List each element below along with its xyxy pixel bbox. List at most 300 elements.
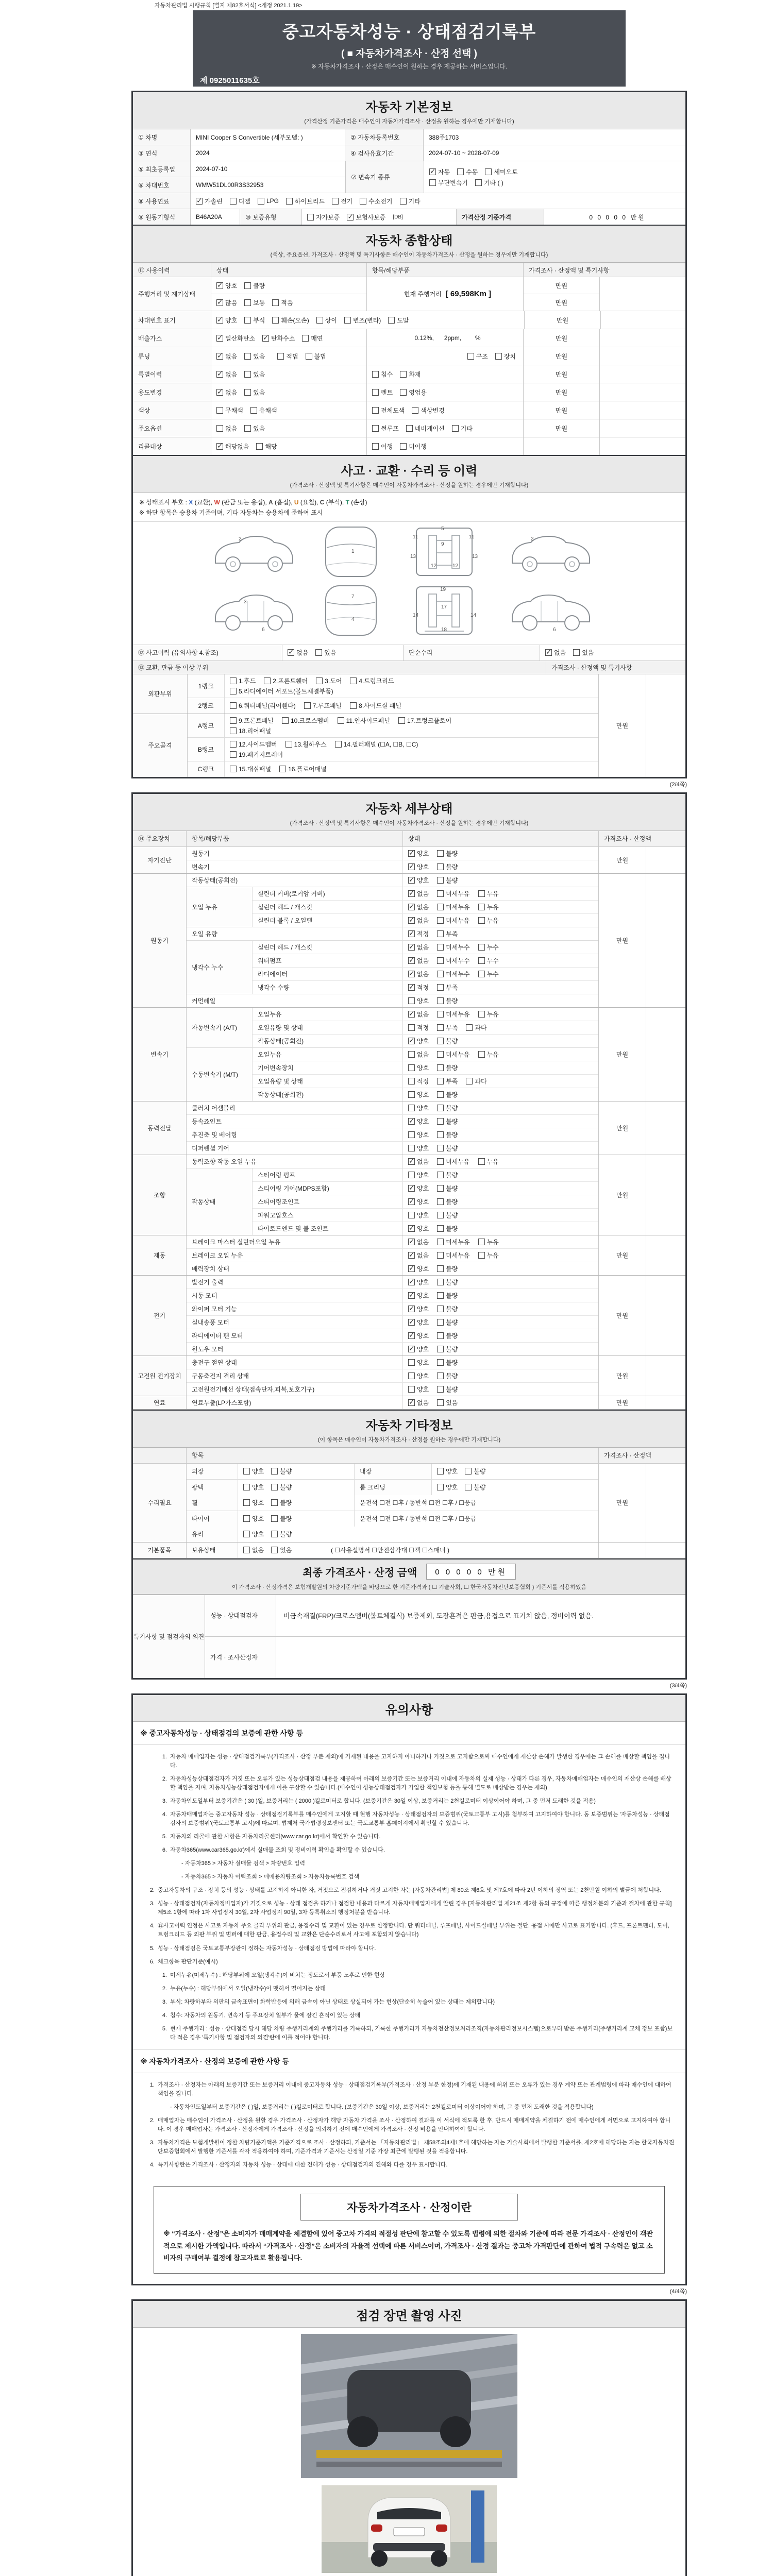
checkbox[interactable] xyxy=(408,1198,415,1205)
checkbox[interactable] xyxy=(264,677,271,684)
checkbox-option xyxy=(372,388,393,397)
checkbox[interactable] xyxy=(408,1319,415,1326)
checkbox[interactable] xyxy=(408,1239,415,1245)
checkbox[interactable] xyxy=(408,863,415,870)
option-label: 수동 xyxy=(466,168,478,176)
checkbox[interactable] xyxy=(408,1279,415,1285)
checkbox-option xyxy=(315,648,336,657)
checkbox[interactable] xyxy=(437,1484,444,1490)
checkbox[interactable] xyxy=(408,1185,415,1192)
column-label: 가격조사 · 산정액 xyxy=(604,835,651,843)
checkbox[interactable] xyxy=(437,1131,444,1138)
checkbox[interactable] xyxy=(437,917,444,924)
checkbox[interactable] xyxy=(437,850,444,857)
checkbox[interactable] xyxy=(437,1239,444,1245)
item-label: 오일 유량 xyxy=(192,930,217,938)
checkbox[interactable] xyxy=(465,1484,472,1490)
checkbox[interactable] xyxy=(408,1399,415,1406)
checkbox-option xyxy=(466,1023,486,1032)
item-label: 배력장치 상태 xyxy=(192,1265,229,1273)
checkbox-option xyxy=(437,889,469,898)
checkbox[interactable] xyxy=(408,957,415,964)
item-label: 오일누유 xyxy=(258,1010,282,1018)
option-label: 양호 xyxy=(417,1265,429,1273)
checkbox[interactable] xyxy=(437,944,444,951)
checkbox[interactable] xyxy=(307,214,314,221)
price-unit: 만원 xyxy=(524,419,600,437)
checkbox-option xyxy=(408,1371,429,1380)
checkbox[interactable] xyxy=(437,1172,444,1178)
option-label: 10.크로스멤버 xyxy=(290,717,329,724)
checkbox[interactable] xyxy=(272,299,279,306)
checkbox-option xyxy=(332,197,352,206)
checkbox[interactable] xyxy=(408,1346,415,1352)
status-code-desc: (흠집), xyxy=(273,499,294,506)
checkbox[interactable] xyxy=(437,1252,444,1259)
checkbox[interactable] xyxy=(408,1118,415,1125)
checkbox-option xyxy=(216,424,237,433)
checkbox-option xyxy=(230,197,250,206)
checkbox[interactable] xyxy=(408,1359,415,1366)
checkbox[interactable] xyxy=(250,407,257,414)
checkbox-option xyxy=(408,1238,429,1246)
checkbox[interactable] xyxy=(408,904,415,910)
usage-change-options xyxy=(211,383,367,401)
checkbox[interactable] xyxy=(230,727,237,734)
special-note-cell xyxy=(601,311,685,329)
checkbox[interactable] xyxy=(288,649,294,656)
option-label: 무단변속기 xyxy=(438,179,468,187)
checkbox[interactable] xyxy=(335,741,342,748)
checkbox[interactable] xyxy=(437,971,444,977)
checkbox[interactable] xyxy=(230,766,237,772)
checkbox[interactable] xyxy=(216,335,223,342)
checkbox[interactable] xyxy=(196,198,203,205)
option-label: 구조 xyxy=(476,352,488,360)
checkbox[interactable] xyxy=(216,282,223,289)
checkbox[interactable] xyxy=(408,1038,415,1044)
checkbox-option xyxy=(437,1144,458,1153)
checkbox-option xyxy=(437,929,458,938)
checkbox[interactable] xyxy=(408,1172,415,1178)
checkbox[interactable] xyxy=(244,299,251,306)
table-row xyxy=(133,311,685,329)
item-label: 동력조향 작동 오일 누유 xyxy=(192,1158,257,1165)
checkbox[interactable] xyxy=(216,371,223,378)
checkbox[interactable] xyxy=(408,1372,415,1379)
checkbox[interactable] xyxy=(408,1105,415,1111)
option-label: 양호 xyxy=(252,1468,264,1476)
checkbox[interactable] xyxy=(437,1038,444,1044)
checkbox[interactable] xyxy=(316,677,323,684)
notices-list-2 xyxy=(133,2073,685,2177)
special-note-cell xyxy=(600,383,685,401)
checkbox[interactable] xyxy=(437,1372,444,1379)
checkbox[interactable] xyxy=(302,335,309,342)
item-label: 보유상태 xyxy=(187,1543,238,1558)
checkbox[interactable] xyxy=(467,353,474,360)
checkbox[interactable] xyxy=(400,443,407,450)
checkbox[interactable] xyxy=(243,1499,250,1506)
checkbox-option xyxy=(230,687,333,696)
checkbox[interactable] xyxy=(286,198,293,205)
checkbox-option xyxy=(429,167,450,176)
checkbox[interactable] xyxy=(437,1105,444,1111)
checkbox[interactable] xyxy=(437,1399,444,1406)
checkbox-option xyxy=(408,1144,429,1153)
option-label: 전기 xyxy=(340,197,353,205)
checkbox[interactable] xyxy=(478,1051,485,1058)
checkbox[interactable] xyxy=(262,335,269,342)
checkbox[interactable] xyxy=(271,1484,278,1490)
document-number: 제 0925011635호 xyxy=(200,76,260,85)
checkbox[interactable] xyxy=(437,1265,444,1272)
checkbox[interactable] xyxy=(244,389,251,396)
checkbox[interactable] xyxy=(398,717,405,724)
checkbox[interactable] xyxy=(478,917,485,924)
checkbox[interactable] xyxy=(216,317,223,324)
checkbox[interactable] xyxy=(400,198,407,205)
checkbox[interactable] xyxy=(347,214,354,221)
checkbox[interactable] xyxy=(315,649,322,656)
checkbox[interactable] xyxy=(466,1078,473,1084)
checkbox-option xyxy=(573,648,594,657)
checkbox[interactable] xyxy=(475,179,482,186)
car-name-value: MINI Cooper S Convertible (세부모델: ) xyxy=(191,129,345,145)
checkbox[interactable] xyxy=(437,1158,444,1165)
checkbox[interactable] xyxy=(372,389,379,396)
option-label: 장치 xyxy=(503,352,516,360)
checkbox[interactable] xyxy=(452,425,459,432)
checkbox[interactable] xyxy=(437,1051,444,1058)
option-label: 전체도색 xyxy=(381,406,405,414)
checkbox[interactable] xyxy=(408,1386,415,1393)
checkbox[interactable] xyxy=(408,1252,415,1259)
option-label: 불량 xyxy=(446,876,458,884)
checkbox[interactable] xyxy=(244,317,251,324)
checkbox[interactable] xyxy=(545,649,552,656)
checkbox[interactable] xyxy=(437,1185,444,1192)
checkbox[interactable] xyxy=(573,649,580,656)
basic-info-table xyxy=(133,129,685,225)
checkbox[interactable] xyxy=(400,389,407,396)
checkbox[interactable] xyxy=(408,971,415,977)
checkbox[interactable] xyxy=(271,1499,278,1506)
checkbox[interactable] xyxy=(478,1158,485,1165)
checkbox[interactable] xyxy=(360,198,366,205)
checkbox[interactable] xyxy=(350,702,357,709)
checkbox-option xyxy=(347,213,385,222)
checkbox[interactable] xyxy=(437,863,444,870)
checkbox-option xyxy=(437,1104,458,1112)
checkbox[interactable] xyxy=(408,944,415,951)
checkbox-option xyxy=(437,1090,458,1099)
checkbox[interactable] xyxy=(408,917,415,924)
checkbox[interactable] xyxy=(437,1198,444,1205)
checkbox[interactable] xyxy=(408,850,415,857)
option-label: 색상변경 xyxy=(421,406,445,414)
option-label: 없음 xyxy=(225,370,238,378)
diagram-part-number: 14 xyxy=(413,612,419,618)
checkbox[interactable] xyxy=(243,1547,250,1553)
checkbox[interactable] xyxy=(216,407,223,414)
model-year-value: 2024 xyxy=(191,145,345,161)
checkbox-option xyxy=(408,916,429,925)
checkbox[interactable] xyxy=(437,1011,444,1018)
checkbox[interactable] xyxy=(437,1078,444,1084)
checkbox[interactable] xyxy=(437,1292,444,1299)
checkbox[interactable] xyxy=(437,1279,444,1285)
checkbox[interactable] xyxy=(388,317,395,324)
section-title: 자동차 종합상태 xyxy=(365,234,453,248)
checkbox[interactable] xyxy=(408,1265,415,1272)
checkbox-option xyxy=(437,1037,458,1045)
device-group xyxy=(133,1008,685,1101)
section-note: (가격산정 기준가격은 매수인이 자동차가격조사 · 산정을 원하는 경우에만 기재합니다) xyxy=(304,118,514,125)
column-label: 항목/해당부품 xyxy=(187,831,403,846)
rank-group-label: 외판부위 xyxy=(133,674,188,714)
checkbox-option xyxy=(272,298,293,307)
section-title: 점검 장면 촬영 사진 xyxy=(356,2309,462,2324)
checkbox[interactable] xyxy=(437,1306,444,1312)
checkbox[interactable] xyxy=(437,1064,444,1071)
notice-text: - 자동차365 > 자동차 이력조회 > 매매용차량조회 > 자동차등록번호 검색 xyxy=(181,1874,360,1880)
option-label: 미이행 xyxy=(409,443,427,450)
recall-options xyxy=(211,437,367,455)
checkbox[interactable] xyxy=(243,1468,250,1475)
checkbox[interactable] xyxy=(230,688,237,694)
option-label: 없음 xyxy=(554,649,566,657)
checkbox[interactable] xyxy=(406,425,413,432)
checkbox[interactable] xyxy=(271,1468,278,1475)
checkbox-option xyxy=(408,1251,429,1260)
checkbox[interactable] xyxy=(372,371,379,378)
notice-text: 특기사항란은 가격조사 · 산정자의 자동차 성능 · 상태에 대한 견해가 성능 · 상태점검자의 견해와 다를 경우 표시합니다. xyxy=(158,2162,448,2168)
checkbox[interactable] xyxy=(230,751,237,758)
checkbox[interactable] xyxy=(408,1158,415,1165)
inspection-photo-underbody xyxy=(301,2334,517,2478)
option-label: 누유 xyxy=(486,1158,499,1165)
option-label: 기타 ( ) xyxy=(483,179,503,187)
option-label: 양호 xyxy=(417,1117,429,1125)
device-group xyxy=(133,1155,685,1235)
checkbox[interactable] xyxy=(285,741,292,748)
checkbox[interactable] xyxy=(400,371,407,378)
row-label: 특별이력 xyxy=(133,365,211,383)
option-label: 양호 xyxy=(252,1499,264,1507)
device-group xyxy=(133,1276,685,1356)
checkbox-option xyxy=(475,178,503,187)
device-category: 변속기 xyxy=(133,1008,187,1101)
other-column-header xyxy=(133,1448,685,1464)
checkbox[interactable] xyxy=(344,317,351,324)
item-label: 추진축 및 베어링 xyxy=(192,1131,237,1139)
checkbox[interactable] xyxy=(372,407,379,414)
checkbox-option xyxy=(408,1130,429,1139)
checkbox[interactable] xyxy=(244,282,251,289)
special-note-cell xyxy=(600,329,685,347)
checkbox[interactable] xyxy=(429,179,436,186)
checkbox[interactable] xyxy=(412,407,418,414)
checkbox[interactable] xyxy=(271,1547,278,1553)
checkbox[interactable] xyxy=(372,443,379,450)
checkbox[interactable] xyxy=(437,1319,444,1326)
checkbox-option xyxy=(285,740,327,749)
checkbox[interactable] xyxy=(243,1484,250,1490)
checkbox[interactable] xyxy=(408,877,415,884)
checkbox[interactable] xyxy=(408,1306,415,1312)
checkbox[interactable] xyxy=(478,904,485,910)
checkbox[interactable] xyxy=(230,741,237,748)
checkbox[interactable] xyxy=(216,299,223,306)
checkbox[interactable] xyxy=(408,1024,415,1031)
checkbox-option xyxy=(250,406,277,415)
checkbox[interactable] xyxy=(408,997,415,1004)
checkbox[interactable] xyxy=(408,930,415,937)
checkbox[interactable] xyxy=(304,702,311,709)
checkbox[interactable] xyxy=(429,168,436,175)
checkbox[interactable] xyxy=(478,1011,485,1018)
checkbox[interactable] xyxy=(478,971,485,977)
diagram-part-number: 17 xyxy=(441,604,447,610)
checkbox[interactable] xyxy=(437,984,444,991)
special-note-cell xyxy=(646,1235,685,1275)
checkbox-option xyxy=(316,676,342,685)
special-note-cell xyxy=(646,1356,685,1396)
checkbox[interactable] xyxy=(466,1024,473,1031)
checkbox[interactable] xyxy=(230,677,237,684)
checkbox[interactable] xyxy=(282,717,289,724)
checkbox[interactable] xyxy=(279,766,286,772)
checkbox[interactable] xyxy=(316,317,323,324)
checkbox[interactable] xyxy=(272,317,279,324)
checkbox-option xyxy=(465,1467,485,1476)
checkbox[interactable] xyxy=(230,198,237,205)
checkbox[interactable] xyxy=(243,1515,250,1522)
checkbox-option xyxy=(437,1023,458,1032)
checkbox[interactable] xyxy=(230,717,237,724)
checkbox[interactable] xyxy=(408,1332,415,1339)
checkbox[interactable] xyxy=(437,1212,444,1218)
checkbox[interactable] xyxy=(408,1091,415,1098)
checkbox[interactable] xyxy=(338,717,344,724)
checkbox[interactable] xyxy=(216,389,223,396)
tuning-type-options xyxy=(367,347,524,365)
checkbox-option xyxy=(338,716,390,725)
checkbox[interactable] xyxy=(437,1359,444,1366)
checkbox[interactable] xyxy=(465,1468,472,1475)
checkbox[interactable] xyxy=(244,425,251,432)
checkbox[interactable] xyxy=(408,1225,415,1232)
row-label: 단순수리 xyxy=(404,645,540,660)
checkbox[interactable] xyxy=(408,1212,415,1218)
checkbox[interactable] xyxy=(216,353,223,360)
checkbox[interactable] xyxy=(478,1252,485,1259)
checkbox[interactable] xyxy=(478,957,485,964)
checkbox[interactable] xyxy=(437,1332,444,1339)
checkbox[interactable] xyxy=(408,1131,415,1138)
checkbox-option xyxy=(406,424,445,433)
checkbox[interactable] xyxy=(332,198,339,205)
option-label: 없음 xyxy=(417,903,429,911)
option-label: 불량 xyxy=(446,1131,458,1139)
checkbox[interactable] xyxy=(437,930,444,937)
car-top-view-icon xyxy=(321,525,381,579)
checkbox[interactable] xyxy=(437,1386,444,1393)
field-label: ② 자동차등록번호 xyxy=(345,129,424,145)
checkbox[interactable] xyxy=(437,877,444,884)
checkbox[interactable] xyxy=(216,443,223,450)
checkbox[interactable] xyxy=(408,984,415,991)
checkbox[interactable] xyxy=(372,425,379,432)
checkbox[interactable] xyxy=(230,702,237,709)
checkbox[interactable] xyxy=(408,1051,415,1058)
checkbox[interactable] xyxy=(244,353,251,360)
option-label: 불량 xyxy=(280,1499,292,1507)
checkbox[interactable] xyxy=(277,353,284,360)
checkbox[interactable] xyxy=(457,168,464,175)
checkbox[interactable] xyxy=(437,1024,444,1031)
checkbox[interactable] xyxy=(478,1239,485,1245)
checkbox-option xyxy=(196,197,223,206)
checkbox[interactable] xyxy=(271,1515,278,1522)
checkbox[interactable] xyxy=(408,1011,415,1018)
checkbox[interactable] xyxy=(408,1145,415,1151)
checkbox[interactable] xyxy=(495,353,502,360)
checkbox[interactable] xyxy=(216,425,223,432)
checkbox[interactable] xyxy=(485,168,492,175)
checkbox[interactable] xyxy=(306,353,312,360)
checkbox[interactable] xyxy=(437,1091,444,1098)
option-label: 하이브리드 xyxy=(294,197,325,205)
item-label: 룸 크리닝 xyxy=(355,1480,432,1495)
checkbox[interactable] xyxy=(437,904,444,910)
base-price-value: 0 0 0 0 0 만원 xyxy=(589,213,646,221)
checkbox-option xyxy=(230,676,256,685)
option-label: 일산화탄소 xyxy=(225,334,255,342)
checkbox[interactable] xyxy=(408,1292,415,1299)
section-note: (색상, 주요옵션, 가격조사 · 산정액 및 특기사항은 매수인이 자동차가격조사 · 산정을 원하는 경우에만 기재합니다) xyxy=(270,252,548,258)
checkbox[interactable] xyxy=(437,1118,444,1125)
checkbox[interactable] xyxy=(437,1346,444,1352)
option-label: 양호 xyxy=(417,1318,429,1326)
checkbox[interactable] xyxy=(256,443,263,450)
checkbox[interactable] xyxy=(437,997,444,1004)
checkbox[interactable] xyxy=(271,1531,278,1537)
diagram-part-number: 3 xyxy=(244,599,247,605)
checkbox[interactable] xyxy=(437,957,444,964)
checkbox[interactable] xyxy=(350,677,357,684)
checkbox[interactable] xyxy=(437,1468,444,1475)
checkbox[interactable] xyxy=(408,1064,415,1071)
row-label: 리콜대상 xyxy=(133,437,211,455)
checkbox[interactable] xyxy=(437,1225,444,1232)
checkbox[interactable] xyxy=(478,890,485,897)
checkbox[interactable] xyxy=(437,1145,444,1151)
checkbox[interactable] xyxy=(243,1531,250,1537)
checkbox[interactable] xyxy=(478,944,485,951)
notice-number: 5. xyxy=(149,1945,155,1952)
checkbox[interactable] xyxy=(408,890,415,897)
device-category: 원동기 xyxy=(133,874,187,1007)
checkbox[interactable] xyxy=(258,198,264,205)
checkbox[interactable] xyxy=(244,371,251,378)
checkbox[interactable] xyxy=(437,890,444,897)
checkbox-option xyxy=(408,1264,429,1273)
basic-items-group xyxy=(133,1543,685,1558)
checkbox[interactable] xyxy=(408,1078,415,1084)
checkbox-option xyxy=(437,1278,458,1286)
